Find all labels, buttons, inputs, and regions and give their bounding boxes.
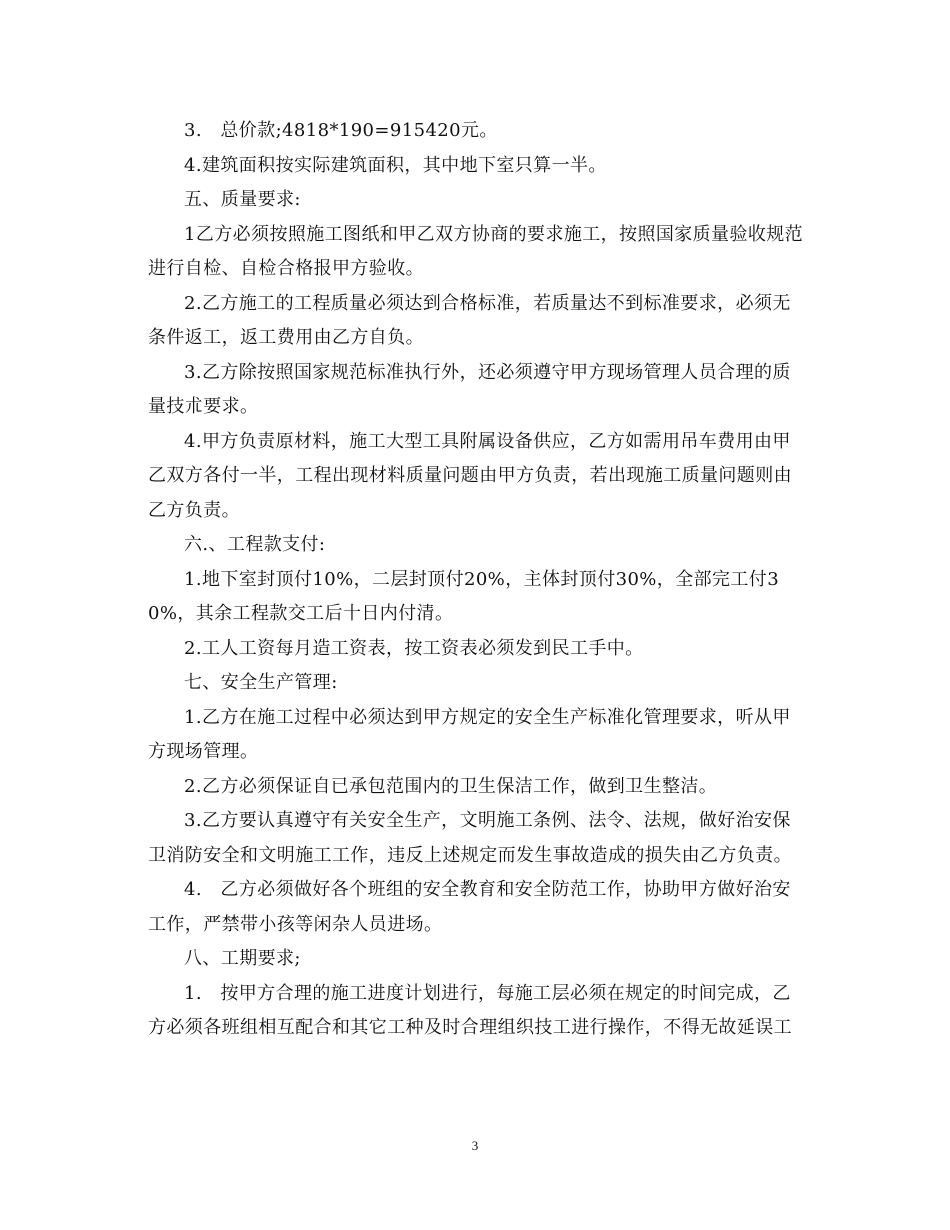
section-heading-schedule: 八、工期要求; (184, 948, 301, 969)
building-area-clause: 4.建筑面积按实际建筑面积，其中地下室只算一半。 (184, 154, 607, 176)
payment-clause-1: 1.地下室封顶付10%，二层封顶付20%，主体封顶付30%，全部完工付30%，其余工程款交工后十日内付清。 (148, 568, 780, 624)
section-heading-quality: 五、质量要求: (184, 189, 301, 210)
quality-clause-2: 2.乙方施工的工程质量必须达到合格标准，若质量达不到标准要求，必须无条件返工，返工费用由乙方自负。 (148, 292, 791, 348)
payment-clause-2: 2.工人工资每月造工资表，按工资表必须发到民工手中。 (184, 637, 644, 659)
safety-clause-4: 4. 乙方必须做好各个班组的安全教育和安全防范工作，协助甲方做好治安工作，严禁带小孩等闲杂人员进场。 (148, 879, 791, 935)
document-body (148, 114, 808, 1046)
safety-clause-3: 3.乙方要认真遵守有关安全生产，文明施工条例、法令、法规，做好治安保卫消防安全和文明施工工作，违反上述规定而发生事故造成的损失由乙方负责。 (148, 810, 792, 866)
section-heading-payment: 六.、工程款支付: (184, 534, 326, 555)
section-heading-safety: 七、安全生产管理: (184, 672, 338, 693)
total-price-clause: 3. 总价款;4818*190=915420元。 (184, 120, 498, 141)
quality-clause-3: 3.乙方除按照国家规范标准执行外，还必须遵守甲方现场管理人员合理的质量技朮要求。 (148, 361, 791, 417)
safety-clause-1: 1.乙方在施工过程中必须达到甲方规定的安全生产标准化管理要求，听从甲方现场管理。 (148, 706, 791, 762)
page-number: 3 (471, 1138, 479, 1153)
quality-clause-4: 4.甲方负责原材料，施工大型工具附属设备供应，乙方如需用吊车费用由甲乙双方各付一半，工程出现材料质量问题由甲方负责，若出现施工质量问题则由乙方负责。 (148, 430, 792, 521)
schedule-clause-1: 1. 按甲方合理的施工进度计划进行，每施工层必须在规定的时间完成，乙方必须各班组相互配合和其它工种及时合理组织技工进行操作，不得无故延误工 (148, 982, 792, 1038)
quality-clause-1: 1乙方必须按照施工图纸和甲乙双方协商的要求施工，按照国家质量验收规范进行自检、自检合格报甲方验收。 (148, 223, 804, 279)
safety-clause-2: 2.乙方必须保证自已承包范围内的卫生保洁工作，做到卫生整洁。 (184, 775, 718, 797)
